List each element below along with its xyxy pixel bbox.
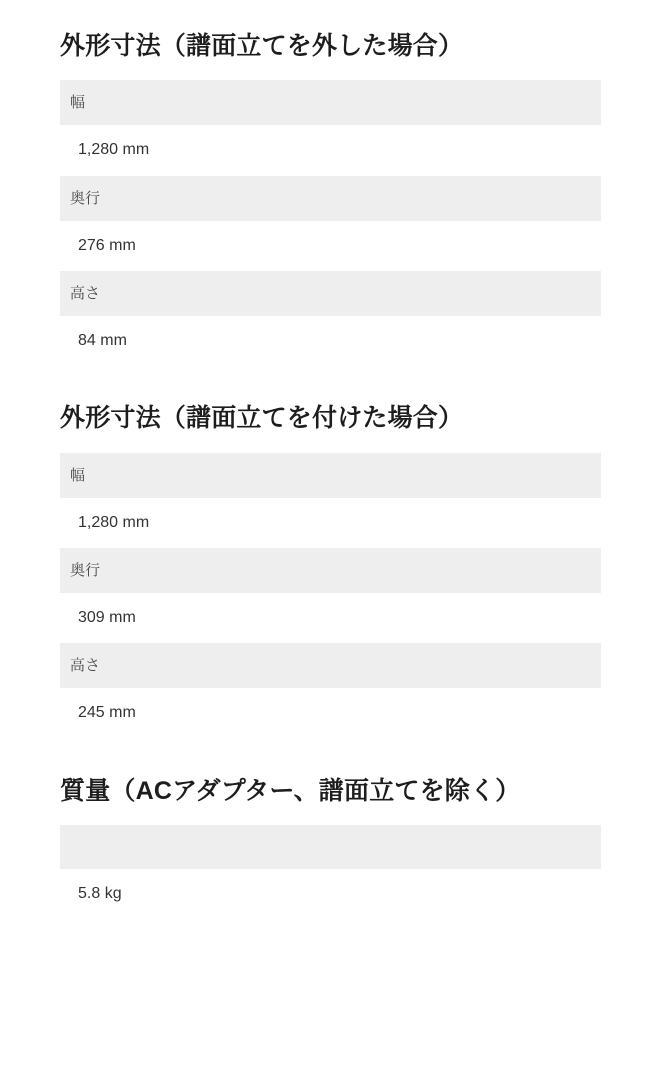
spec-value: 1,280 mm: [60, 498, 601, 548]
table-row: [60, 453, 601, 548]
spec-label: 高さ: [60, 271, 601, 316]
spec-table: [60, 453, 601, 739]
spec-table: [60, 825, 601, 919]
spec-table: [60, 80, 601, 366]
table-row: [60, 271, 601, 366]
spec-section-dimensions-without-music-rest: [60, 28, 601, 366]
table-row: [60, 643, 601, 738]
table-row: [60, 548, 601, 643]
spec-value: 309 mm: [60, 593, 601, 643]
spec-value: 245 mm: [60, 688, 601, 738]
spec-label: 奥行: [60, 548, 601, 593]
table-row: [60, 80, 601, 175]
table-row: [60, 825, 601, 919]
section-title: 外形寸法（譜面立てを外した場合）: [60, 32, 464, 60]
spec-label: 高さ: [60, 643, 601, 688]
spec-value: 276 mm: [60, 221, 601, 271]
spec-label: [60, 825, 601, 869]
section-title: 外形寸法（譜面立てを付けた場合）: [60, 404, 464, 433]
spec-label: 奥行: [60, 176, 601, 221]
spec-label: 幅: [60, 453, 601, 498]
table-row: [60, 176, 601, 271]
spec-value: 84 mm: [60, 316, 601, 366]
spec-label: 幅: [60, 80, 601, 125]
spec-section-dimensions-with-music-rest: [60, 400, 601, 738]
spec-value: 1,280 mm: [60, 125, 601, 175]
spec-section-weight: [60, 773, 601, 920]
spec-value: 5.8 kg: [60, 869, 601, 919]
section-title: 質量（ACアダプター、譜面立てを除く）: [60, 776, 521, 805]
